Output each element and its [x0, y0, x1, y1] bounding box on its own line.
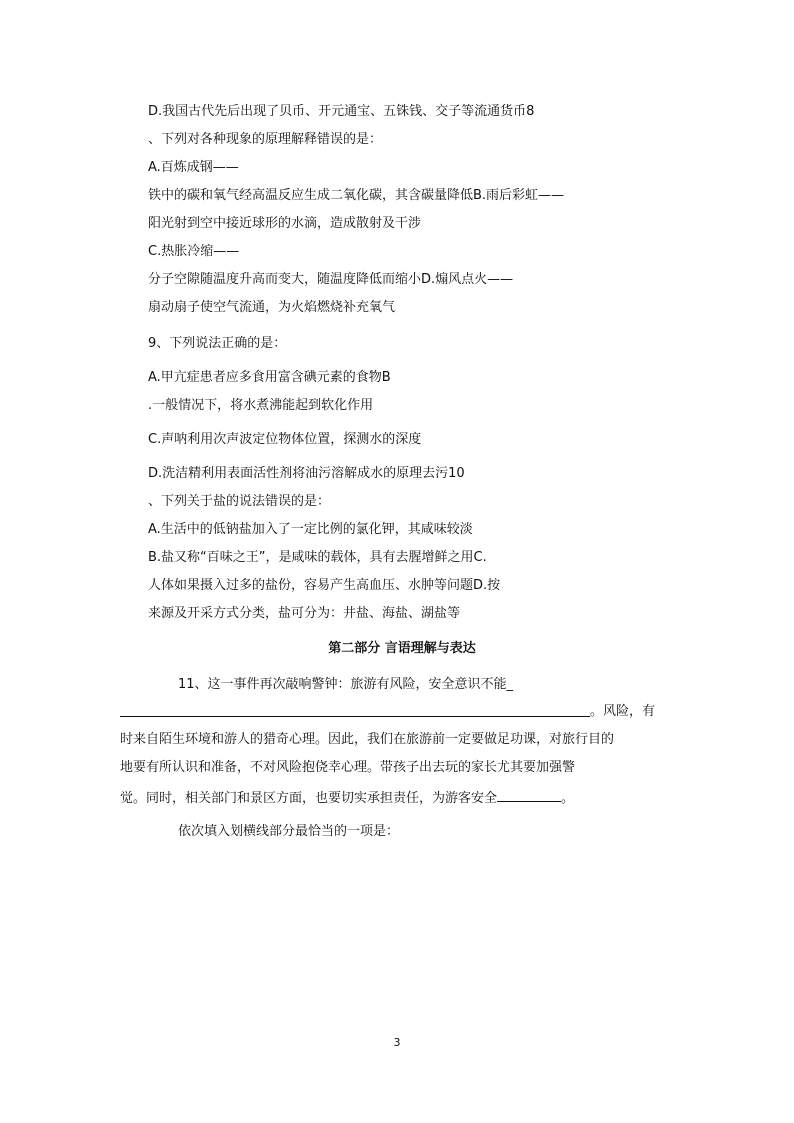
fill-blank-2 — [497, 787, 561, 802]
question-11-line-4: 地要有所认识和准备，不对风险抱侥幸心理。带孩子出去玩的家长尤其要加强警 — [120, 760, 576, 775]
option-c-q9: C.声呐利用次声波定位物体位置，探测水的深度 — [148, 432, 422, 447]
option-a-q8-explanation: 铁中的碳和氧气经高温反应生成二氧化碳，其含碳量降低B.雨后彩虹—— — [148, 188, 565, 203]
option-c-q8: C.热胀冷缩—— — [148, 244, 240, 259]
option-d-q10: 来源及开采方式分类，盐可分为：井盐、海盐、湖盐等 — [148, 606, 461, 621]
question-11-line-5-text: 觉。同时，相关部门和景区方面，也要切实承担责任，为游客安全 — [120, 791, 498, 806]
option-b-q8-explanation: 阳光射到空中接近球形的水滴，造成散射及干涉 — [148, 216, 422, 231]
option-d-q8-explanation: 扇动扇子使空气流通，为火焰燃烧补充氧气 — [148, 300, 396, 315]
question-11-line-3: 时来自陌生环境和游人的猎奇心理。因此，我们在旅游前一定要做足功课，对旅行目的 — [120, 732, 615, 747]
question-11-line-2: 。风险，有 — [590, 704, 656, 719]
option-a-q9: A.甲亢症患者应多食用富含碘元素的食物B — [148, 370, 391, 385]
page-number: 3 — [393, 1036, 401, 1049]
option-d-q9: D.洗洁精利用表面活性剂将油污溶解成水的原理去污10 — [148, 466, 465, 481]
section-title — [0, 640, 794, 658]
option-c-q8-explanation: 分子空隙随温度升高而变大，随温度降低而缩小D.煽风点火—— — [148, 272, 514, 287]
option-a-q8: A.百炼成钢—— — [148, 160, 239, 175]
option-a-q10: A.生活中的低钠盐加入了一定比例的氯化钾，其咸味较淡 — [148, 522, 473, 537]
question-11-instruction: 依次填入划横线部分最恰当的一项是： — [178, 824, 400, 839]
question-10-stem: 、下列关于盐的说法错误的是： — [148, 494, 331, 509]
fill-blank-1 — [120, 716, 590, 717]
question-11-line-5 — [120, 787, 574, 808]
section-title-text: 第二部分 言语理解与表达 — [328, 641, 476, 656]
question-8-stem: 、下列对各种现象的原理解释错误的是： — [148, 132, 383, 147]
option-b-q9: .一般情况下，将水煮沸能起到软化作用 — [148, 398, 374, 413]
question-11-line-1: 11、这一事件再次敲响警钟：旅游有风险，安全意识不能_ — [178, 677, 514, 692]
question-9-stem: 9、下列说法正确的是： — [148, 336, 287, 351]
option-d-q7: D.我国古代先后出现了贝币、开元通宝、五铢钱、交子等流通货币8 — [148, 104, 535, 119]
question-11-line-5-end: 。 — [561, 791, 575, 806]
option-b-q10: B.盐又称“百味之王”，是咸味的载体，具有去腥增鲜之用C. — [148, 550, 487, 565]
option-c-q10: 人体如果摄入过多的盐份，容易产生高血压、水肿等问题D.按 — [148, 578, 501, 593]
